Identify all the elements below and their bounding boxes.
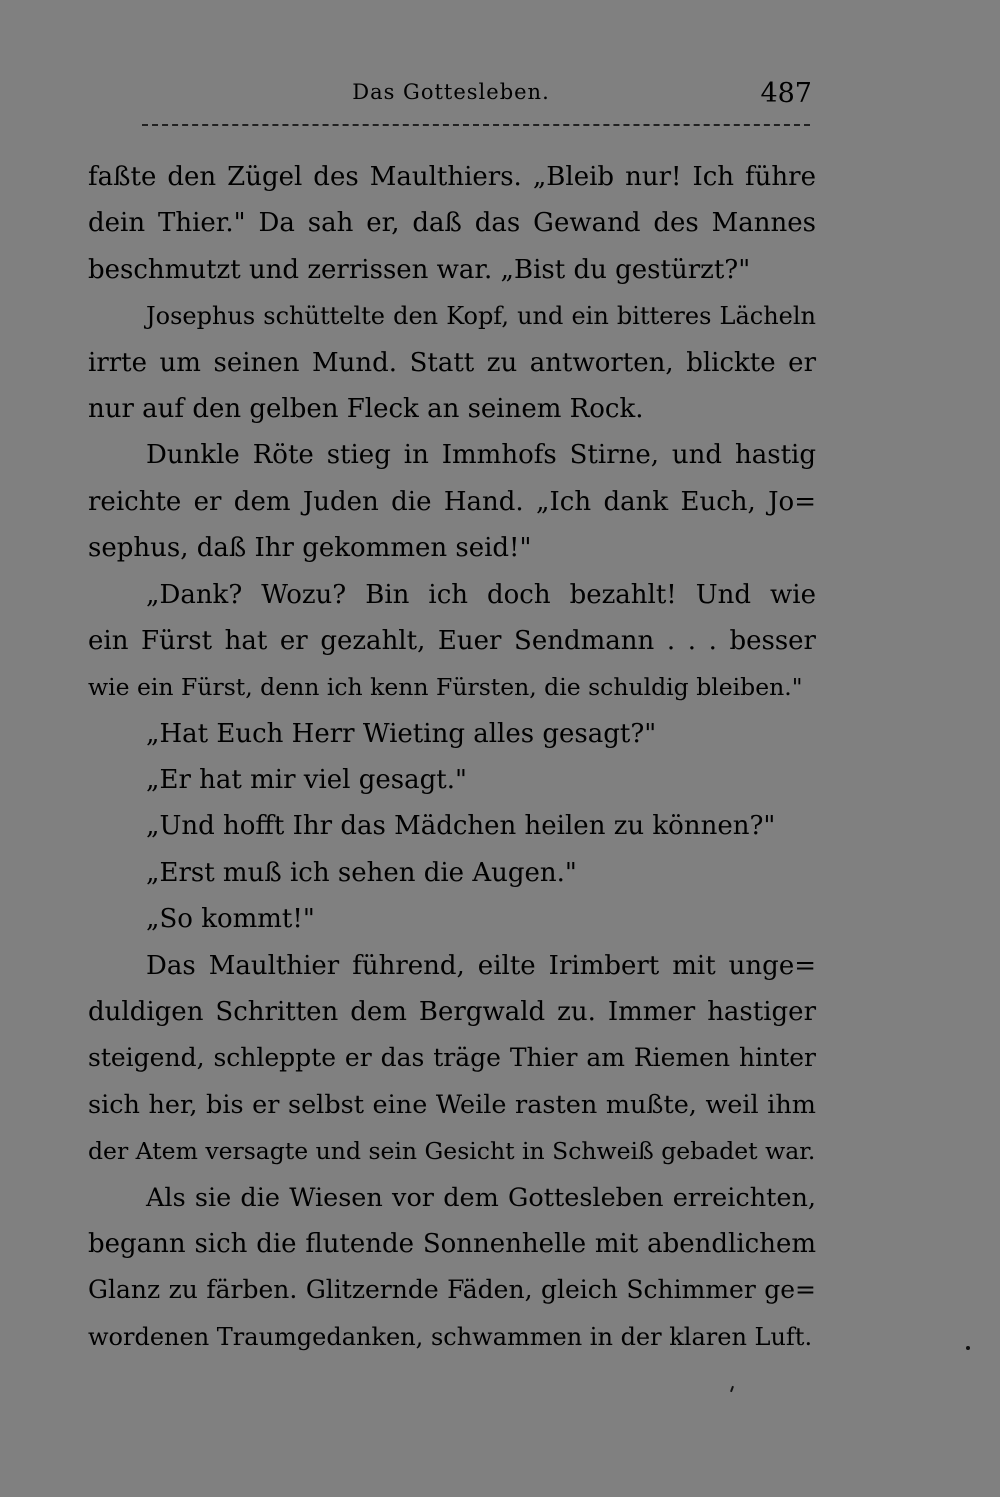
text-line: steigend, schleppte er das träge Thier am Riemen hinter (88, 1043, 816, 1073)
text-line: „Dank? Wozu? Bin ich doch bezahlt! Und wie (146, 579, 816, 610)
text-line: Glanz zu färben. Glitzernde Fäden, gleich Schimmer ge= (88, 1275, 816, 1305)
text-line: „So kommt!" (146, 904, 315, 935)
text-line: Als sie die Wiesen vor dem Gottesleben erreichten, (146, 1182, 816, 1213)
text-line: irrte um seinen Mund. Statt zu antworten, blickte er (88, 347, 816, 378)
text-line: Josephus schüttelte den Kopf, und ein bitteres Lächeln (146, 302, 816, 331)
text-line: duldigen Schritten dem Bergwald zu. Immer hastiger (88, 997, 816, 1028)
text-line: nur auf den gelben Fleck an seinem Rock. (88, 393, 644, 424)
text-line: dein Thier." Da sah er, daß das Gewand des Mannes (88, 208, 816, 239)
text-line: Das Maulthier führend, eilte Irimbert mit unge= (146, 950, 816, 981)
text-line: sich her, bis er selbst eine Weile rasten mußte, weil ihm (88, 1089, 816, 1120)
page-number: 487 (760, 78, 812, 109)
text-line: faßte den Zügel des Maulthiers. „Bleib nur! Ich führe (88, 162, 816, 192)
running-title: Das Gottesleben. (352, 80, 550, 104)
body-text (88, 154, 816, 1360)
header-rule (142, 124, 810, 126)
text-line: „Er hat mir viel gesagt." (146, 765, 467, 796)
page-header (90, 78, 812, 114)
print-speck (730, 1386, 734, 1392)
text-line: „Erst muß ich sehen die Augen." (146, 857, 577, 888)
text-line: sephus, daß Ihr gekommen seid!" (88, 533, 532, 564)
text-line: wordenen Traumgedanken, schwammen in der klaren Luft. (88, 1322, 813, 1351)
text-line: „Hat Euch Herr Wieting alles gesagt?" (146, 718, 657, 749)
text-line: wie ein Fürst, denn ich kenn Fürsten, die schuldig bleiben." (88, 673, 803, 702)
text-line: „Und hofft Ihr das Mädchen heilen zu können?" (146, 811, 776, 842)
text-line: reichte er dem Juden die Hand. „Ich dank Euch, Jo= (88, 486, 816, 517)
text-line: begann sich die flutende Sonnenhelle mit abendlichem (88, 1228, 816, 1259)
text-line: beschmutzt und zerrissen war. „Bist du gestürzt?" (88, 254, 751, 285)
text-line: Dunkle Röte stieg in Immhofs Stirne, und hastig (146, 440, 816, 471)
text-line: ein Fürst hat er gezahlt, Euer Sendmann . . . besser (88, 625, 816, 656)
text-line: der Atem versagte und sein Gesicht in Schweiß gebadet war. (88, 1137, 816, 1166)
print-speck (966, 1346, 970, 1350)
